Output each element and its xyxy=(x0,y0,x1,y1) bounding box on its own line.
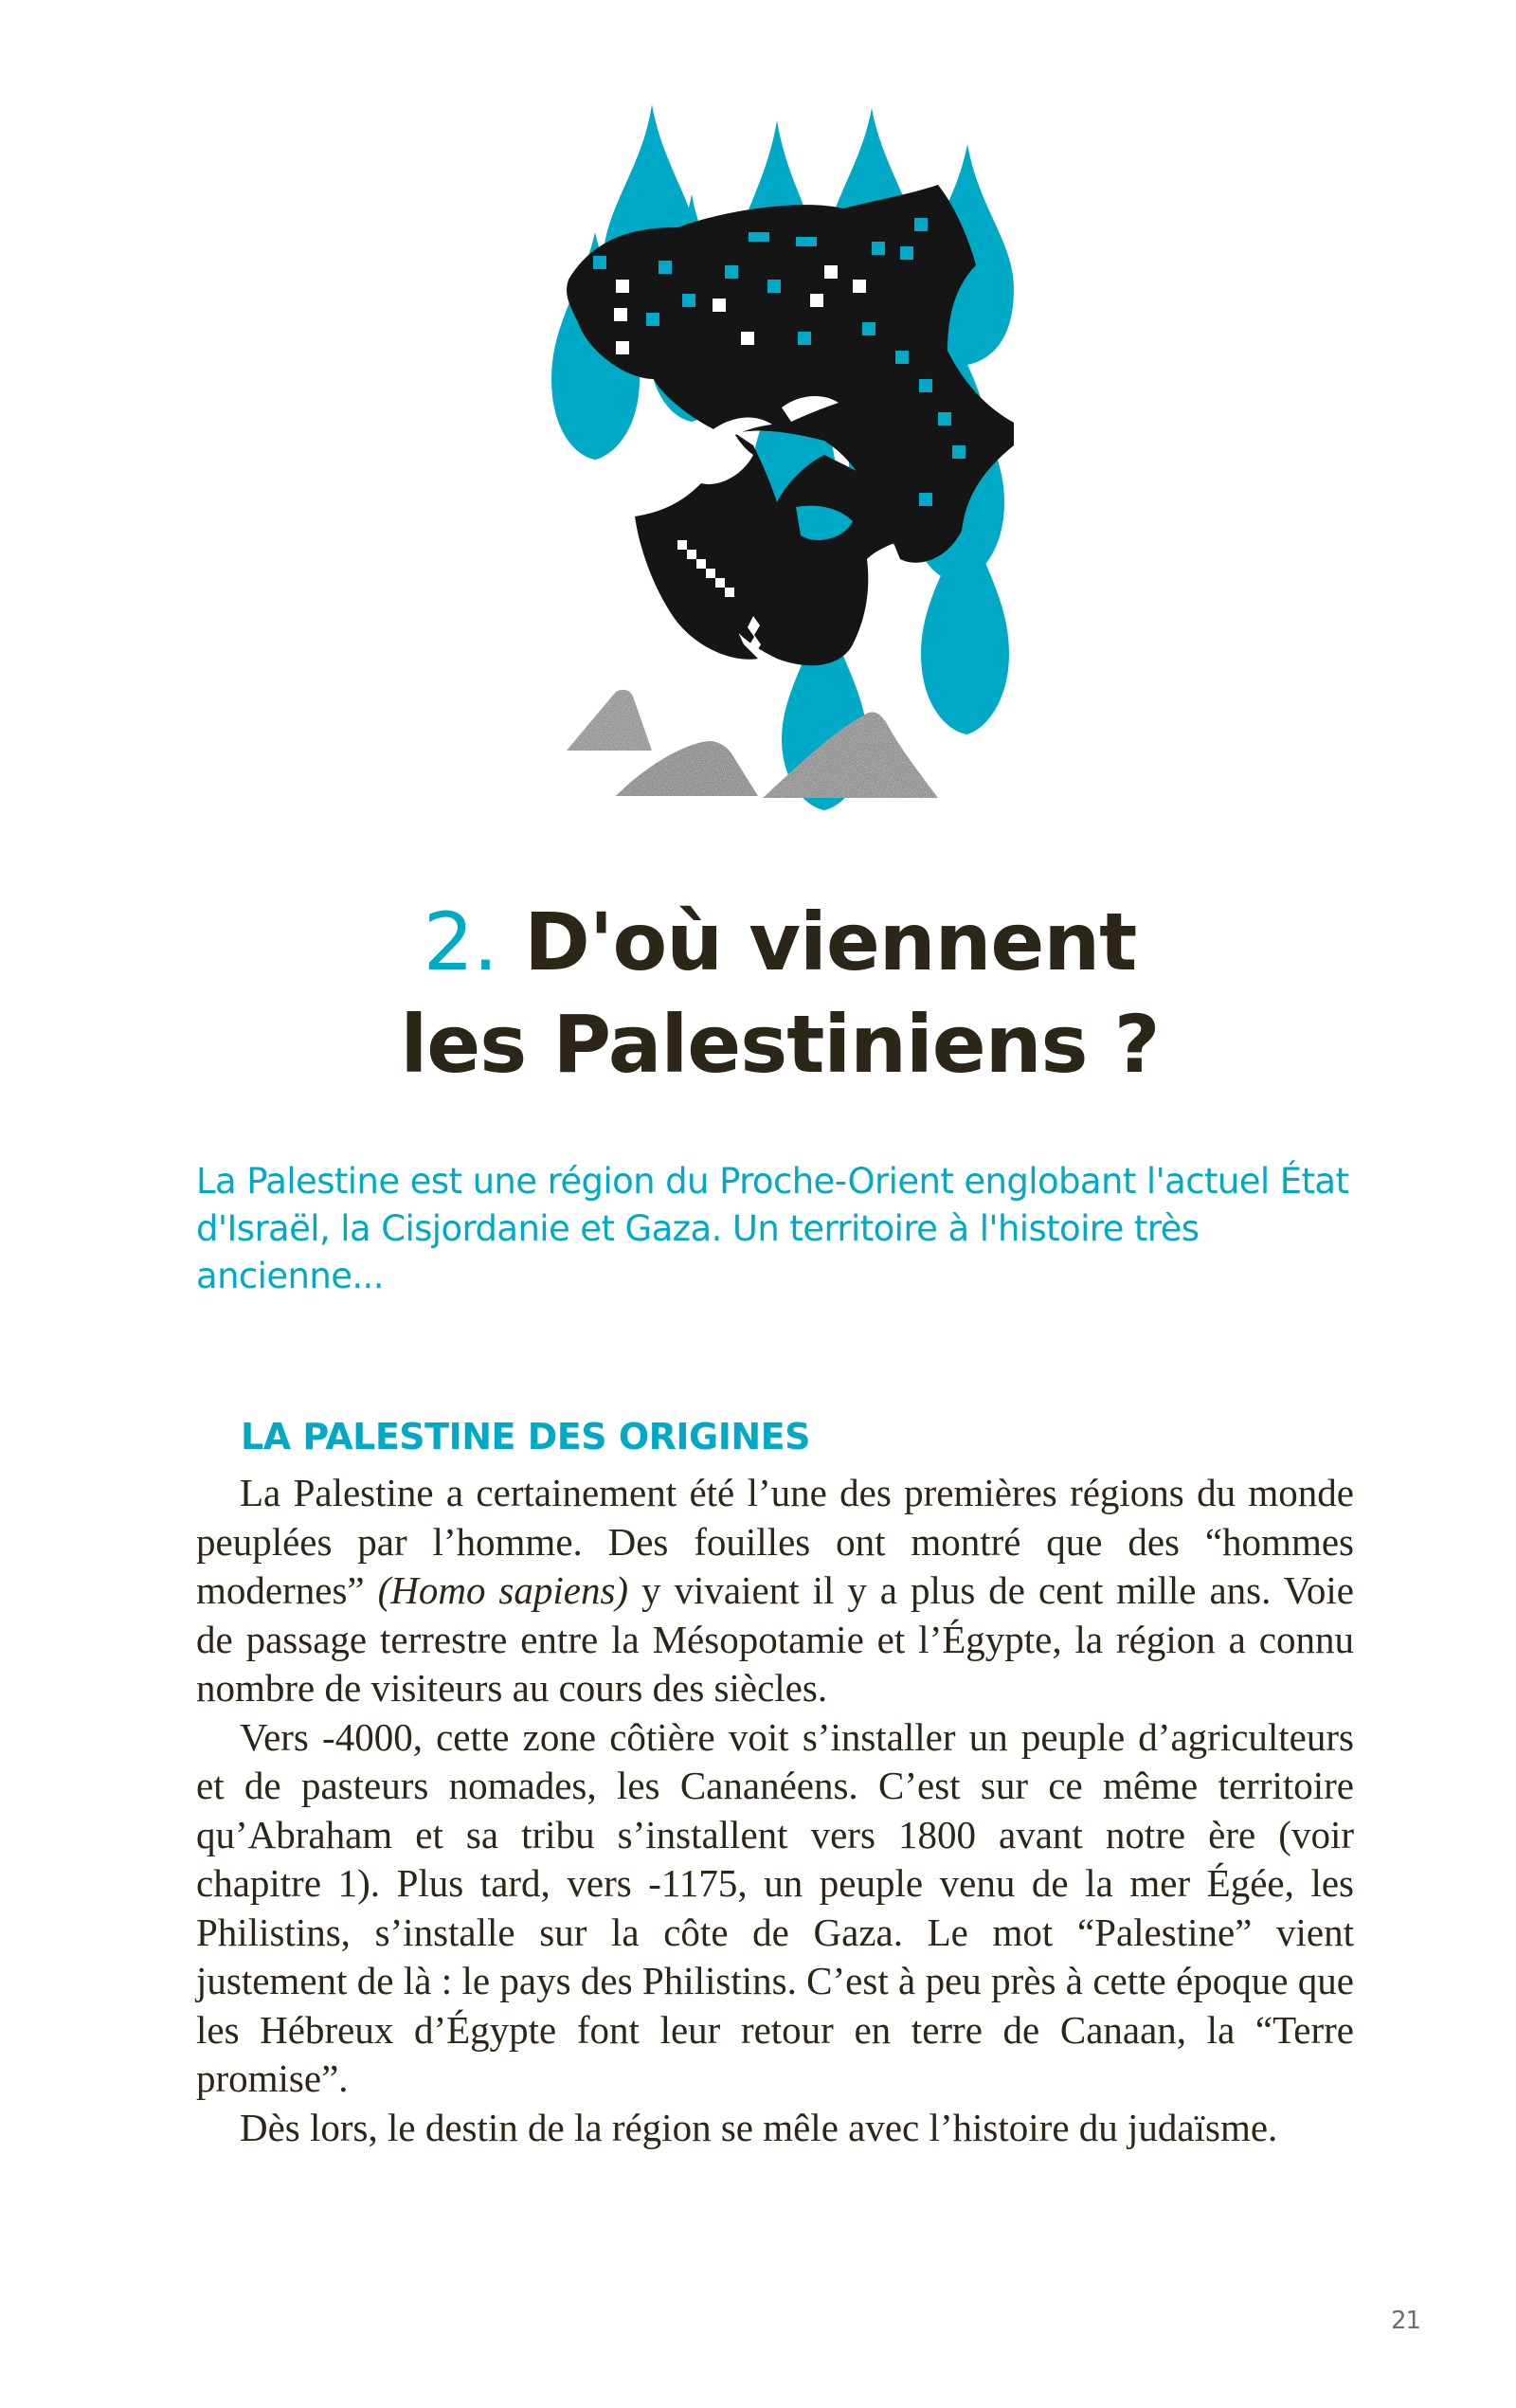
chapter-title-line1: D'où viennent xyxy=(524,896,1137,988)
chapter-intro: La Palestine est une région du Proche-Orient englobant l'actuel État d'Israël, la Cisjordanie et Gaza. Un territoire à l'histoire très ancienne... xyxy=(196,1161,1349,1296)
chapter-title xyxy=(284,891,1275,1095)
section-heading: LA PALESTINE DES ORIGINES xyxy=(241,1416,810,1457)
paragraph-2: Vers -4000, cette zone côtière voit s’installer un peuple d’agriculteurs et de pasteurs nomades, les Cananéens. C’est sur ce même territoire qu’Abraham et sa tribu s’installent vers 1800 avant notre ère (voir chapitre 1). Plus tard, vers -1175, un peuple venu de la mer Égée, les Philistins, s’installe sur la côte de Gaza. Le mot “Palestine” vient justement de là : le pays des Philistins. C’est à peu près à cette époque que les Hébreux d’Égypte font leur retour en terre de Canaan, la “Terre promise”. xyxy=(196,1714,1354,2100)
chapter-number: 2. xyxy=(423,896,497,988)
keffiyeh-man-illustration xyxy=(540,66,1014,843)
italic-homo-sapiens: (Homo sapiens) xyxy=(377,1568,629,1612)
gray-mountains xyxy=(567,690,938,798)
paragraph-1 xyxy=(196,1469,1354,1713)
paragraph-3: Dès lors, le destin de la région se mêle avec l’histoire du judaïsme. xyxy=(240,2105,1278,2149)
paragraph-1-text-b: y vivaient il y a plus de cent mille ans. Voie de passage terrestre entre la Mésopotamie et l’Égypte, la région a connu nombre de visiteurs au cours des siècles. xyxy=(196,1568,1355,1710)
body-text xyxy=(196,1469,1354,2152)
page-number: 21 xyxy=(1391,2307,1421,2335)
paragraph-1-text-a: La Palestine a certainement été l’une des premières régions du monde peuplées par l’homme. Des fouilles ont montré que des “hommes modernes” xyxy=(196,1471,1354,1612)
chapter-title-line2: les Palestiniens ? xyxy=(400,998,1160,1091)
